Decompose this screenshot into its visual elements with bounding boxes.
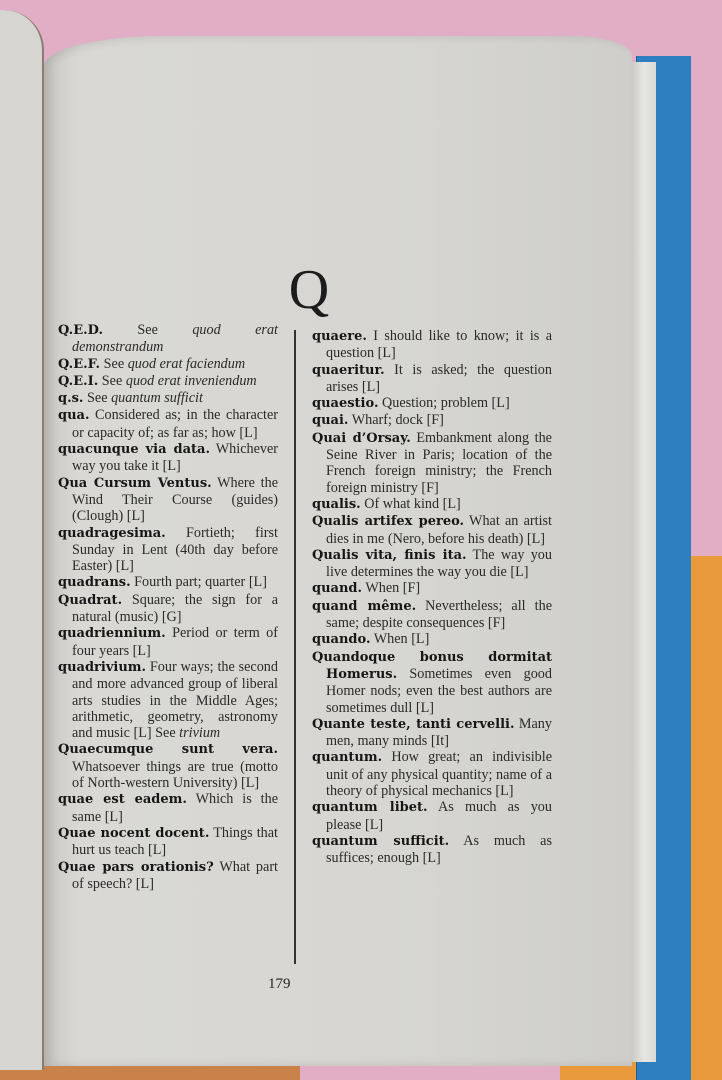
dictionary-entry xyxy=(312,749,552,799)
entry-headword: quantum sufficit. xyxy=(312,833,450,849)
entry-headword: quaeritur. xyxy=(312,362,385,378)
dictionary-entry xyxy=(312,598,552,632)
entry-headword: Quante teste, tanti cervelli. xyxy=(312,716,515,732)
entry-headword: Q.E.F. xyxy=(58,356,101,372)
dictionary-entry xyxy=(312,833,552,867)
entry-definition: Period or term of four years [L] xyxy=(72,625,278,659)
entry-headword: quadrans. xyxy=(58,575,131,591)
dictionary-entry xyxy=(58,859,278,893)
dictionary-entry xyxy=(58,322,278,356)
entry-definition: As much as you please [L] xyxy=(326,799,552,833)
entry-definition: Things that hurt us teach [L] xyxy=(72,824,278,859)
dictionary-entry xyxy=(58,659,278,741)
dictionary-entry xyxy=(312,395,552,412)
entry-headword: Qualis vita, finis ita. xyxy=(312,547,467,563)
dictionary-entry xyxy=(312,547,552,581)
dictionary-entry xyxy=(58,441,278,475)
left-column xyxy=(58,322,278,892)
dictionary-entry xyxy=(58,390,278,407)
entry-headword: quantum. xyxy=(312,750,383,766)
entry-definition: Four ways; the second and more advanced group of liberal arts studies in the Middle Ages; arithmetic, geometry, astronomy and music [L] See xyxy=(72,658,278,742)
entry-headword: Quae pars orationis? xyxy=(58,859,214,875)
dictionary-entry xyxy=(312,328,552,362)
entry-definition: What part of speech? [L] xyxy=(72,858,278,892)
entry-definition: Sometimes even good Homer nods; even the best authors are sometimes dull [L] xyxy=(326,665,552,716)
entry-headword: quando. xyxy=(312,632,371,648)
entry-cross-reference: trivium xyxy=(179,725,221,742)
entry-definition: The way you live determines the way you die [L] xyxy=(326,546,552,581)
entry-headword: Quae nocent docent. xyxy=(58,825,210,841)
entry-headword: quae est eadem. xyxy=(58,792,187,808)
dictionary-entry xyxy=(312,799,552,833)
entry-headword: quaere. xyxy=(312,329,367,344)
entry-definition: Nevertheless; all the same; despite consequences [F] xyxy=(326,597,552,632)
entry-headword: Qua Cursum Ventus. xyxy=(58,475,212,491)
dictionary-entry xyxy=(312,412,552,429)
right-column xyxy=(312,328,552,867)
dictionary-entry xyxy=(58,373,278,390)
dictionary-entry xyxy=(58,525,278,575)
entry-headword: Q.E.I. xyxy=(58,373,99,389)
entry-headword: q.s. xyxy=(58,391,84,407)
entry-definition: When [L] xyxy=(370,631,430,648)
entry-headword: quadriennium. xyxy=(58,626,166,642)
page-number: 179 xyxy=(268,976,291,992)
dictionary-entry xyxy=(58,574,278,591)
entry-definition: Question; problem [L] xyxy=(378,395,510,412)
entry-headword: Q.E.D. xyxy=(58,323,103,338)
column-divider xyxy=(294,330,296,964)
entry-definition: Wharf; dock [F] xyxy=(348,412,444,429)
entry-definition: Square; the sign for a natural (music) [G] xyxy=(72,591,278,626)
dictionary-entry xyxy=(58,625,278,659)
dictionary-entry xyxy=(58,825,278,859)
dictionary-entry xyxy=(312,496,552,513)
entry-headword: quai. xyxy=(312,413,349,429)
entry-definition: Considered as; in the character or capacity of; as far as; how [L] xyxy=(72,407,278,441)
entry-definition: See xyxy=(98,372,126,389)
entry-definition: It is asked; the question arises [L] xyxy=(326,361,552,395)
entry-definition: See xyxy=(102,322,193,338)
dictionary-entry xyxy=(312,362,552,396)
entry-headword: quadragesima. xyxy=(58,525,166,541)
entry-definition: I should like to know; it is a question [L] xyxy=(326,328,552,362)
entry-definition: Where the Wind Their Course (guides) (Clough) [L] xyxy=(72,474,278,525)
dictionary-entry xyxy=(312,513,552,547)
dictionary-entry xyxy=(312,716,552,750)
entry-cross-reference: quantum sufficit xyxy=(111,390,203,407)
entry-definition: Of what kind [L] xyxy=(360,495,461,512)
dictionary-entry xyxy=(312,631,552,648)
entry-definition: See xyxy=(100,355,128,372)
entry-definition: Embankment along the Seine River in Paris; location of the French foreign ministry; the French foreign ministry [F] xyxy=(326,429,552,496)
entry-definition: See xyxy=(83,390,112,407)
dictionary-entry xyxy=(58,407,278,441)
entry-headword: Quai d’Orsay. xyxy=(312,430,411,446)
entry-definition: Many men, many minds [It] xyxy=(326,715,552,750)
dictionary-entry xyxy=(58,356,278,373)
entry-definition: Which is the same [L] xyxy=(72,791,279,825)
entry-cross-reference: quod erat faciendum xyxy=(127,355,246,372)
dictionary-entry xyxy=(58,741,278,791)
entry-headword: quand même. xyxy=(312,598,417,614)
entry-definition: Whatsoever things are true (motto of North-western University) [L] xyxy=(72,758,278,792)
entry-headword: qualis. xyxy=(312,496,361,512)
dictionary-entry xyxy=(312,580,552,597)
entry-headword: quadrivium. xyxy=(58,659,147,675)
entry-headword: quantum libet. xyxy=(312,800,428,816)
entry-headword: Quadrat. xyxy=(58,592,123,608)
entry-cross-reference: quod erat inveniendum xyxy=(125,372,257,389)
dictionary-entry xyxy=(58,475,278,525)
entry-definition: Fourth part; quarter [L] xyxy=(130,574,267,591)
previous-page-edge xyxy=(0,10,44,1070)
dictionary-entry xyxy=(312,649,552,716)
entry-headword: Quaecumque sunt vera. xyxy=(58,742,278,758)
section-letter: Q xyxy=(288,259,330,321)
entry-definition: As much as suffices; enough [L] xyxy=(326,832,552,867)
entry-definition: How great; an indivisible unit of any physical quantity; name of a theory of physical mechanics [L] xyxy=(326,749,552,800)
entry-definition: Fortieth; first Sunday in Lent (40th day before Easter) [L] xyxy=(72,524,278,575)
entry-definition: Whichever way you take it [L] xyxy=(72,441,278,475)
dictionary-entry xyxy=(312,430,552,496)
entry-headword: quand. xyxy=(312,581,363,597)
entry-headword: quacunque via data. xyxy=(58,442,210,458)
dictionary-entry xyxy=(58,791,278,825)
entry-definition: What an artist dies in me (Nero, before his death) [L] xyxy=(326,513,552,547)
entry-headword: qua. xyxy=(58,408,90,424)
entry-definition: When [F] xyxy=(362,580,421,597)
dictionary-entry xyxy=(58,592,278,626)
entry-headword: Quandoque bonus dormitat Homerus. xyxy=(312,649,552,682)
entry-headword: quaestio. xyxy=(312,396,379,412)
entry-cross-reference: quod erat demonstrandum xyxy=(72,322,278,356)
entry-headword: Qualis artifex pereo. xyxy=(312,514,465,530)
